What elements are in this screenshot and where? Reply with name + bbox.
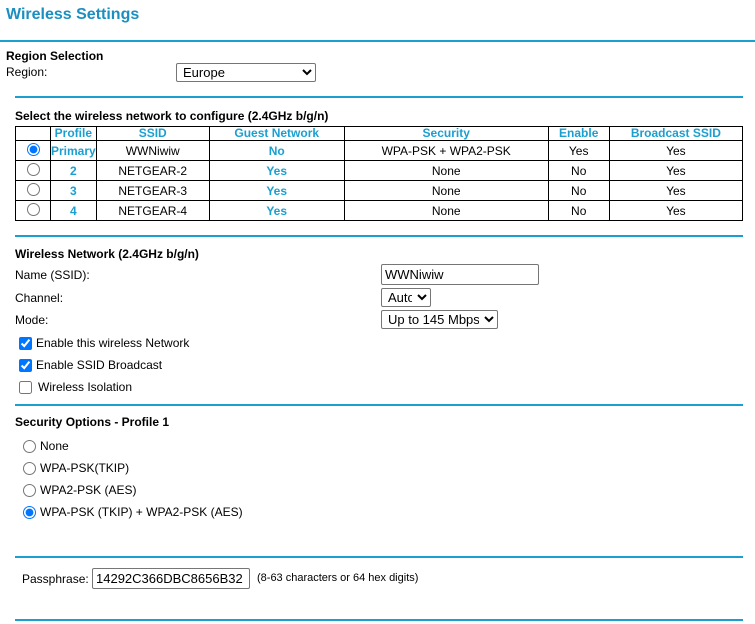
broadcast-cell: Yes: [609, 201, 742, 221]
table-row[interactable]: [16, 201, 743, 221]
divider: [15, 404, 743, 406]
row-select-cell: [16, 141, 51, 161]
enable-cell: Yes: [548, 141, 609, 161]
column-header-guest: Guest Network: [209, 127, 344, 141]
profile-cell: 2: [51, 161, 97, 181]
enable-network-checkbox[interactable]: [19, 337, 32, 350]
ssid-broadcast-row[interactable]: [19, 357, 162, 373]
security-radio-wpa2-aes[interactable]: [23, 484, 36, 497]
table-row[interactable]: [16, 161, 743, 181]
ssid-cell: NETGEAR-3: [96, 181, 209, 201]
passphrase-input[interactable]: [92, 568, 250, 589]
region-heading: Region Selection: [6, 49, 104, 63]
security-radio-none[interactable]: [23, 440, 36, 453]
network-profile-table: [15, 126, 743, 221]
profile-radio-3[interactable]: [27, 183, 40, 196]
column-header-broadcast: Broadcast SSID: [609, 127, 742, 141]
mode-select[interactable]: [381, 310, 498, 329]
column-header-ssid: SSID: [96, 127, 209, 141]
enable-network-label: Enable this wireless Network: [36, 336, 190, 350]
ssid-cell: NETGEAR-4: [96, 201, 209, 221]
guest-cell: Yes: [209, 161, 344, 181]
broadcast-cell: Yes: [609, 181, 742, 201]
mode-label: Mode:: [15, 313, 49, 327]
region-select[interactable]: [176, 63, 316, 82]
enable-cell: No: [548, 201, 609, 221]
divider: [15, 96, 743, 98]
passphrase-label: Passphrase:: [22, 572, 89, 586]
isolation-label: Wireless Isolation: [38, 380, 133, 394]
security-option-wpa2-aes[interactable]: [23, 482, 136, 498]
ssid-cell: NETGEAR-2: [96, 161, 209, 181]
guest-cell: No: [209, 141, 344, 161]
broadcast-cell: Yes: [609, 161, 742, 181]
table-row[interactable]: [16, 141, 743, 161]
channel-select[interactable]: [381, 288, 431, 307]
divider: [15, 556, 743, 558]
ssid-name-label: Name (SSID):: [15, 268, 90, 282]
region-label: Region:: [6, 65, 48, 79]
guest-cell: Yes: [209, 181, 344, 201]
column-header-profile: Profile: [51, 127, 97, 141]
security-option-none[interactable]: [23, 438, 69, 454]
security-radio-mixed[interactable]: [23, 506, 36, 519]
profile-radio-4[interactable]: [27, 203, 40, 216]
security-cell: None: [344, 161, 548, 181]
ssid-cell: WWNiwiw: [96, 141, 209, 161]
channel-label: Channel:: [15, 291, 64, 305]
table-header-row: [16, 127, 743, 141]
divider: [15, 235, 743, 237]
profile-cell: Primary: [51, 141, 97, 161]
wireless-network-heading: Wireless Network (2.4GHz b/g/n): [15, 247, 199, 261]
profile-radio-2[interactable]: [27, 163, 40, 176]
security-heading: Security Options - Profile 1: [15, 415, 170, 429]
column-header-security: Security: [344, 127, 548, 141]
row-select-cell: [16, 201, 51, 221]
profile-cell: 4: [51, 201, 97, 221]
passphrase-hint: (8-63 characters or 64 hex digits): [257, 572, 419, 584]
security-option-label: WPA-PSK (TKIP) + WPA2-PSK (AES): [40, 505, 243, 519]
table-row[interactable]: [16, 181, 743, 201]
security-cell: WPA-PSK + WPA2-PSK: [344, 141, 548, 161]
network-select-heading: Select the wireless network to configure (2.4GHz b/g/n): [15, 109, 329, 123]
row-select-cell: [16, 181, 51, 201]
security-cell: None: [344, 181, 548, 201]
profile-cell: 3: [51, 181, 97, 201]
security-cell: None: [344, 201, 548, 221]
divider: [15, 619, 743, 621]
security-option-label: None: [40, 439, 69, 453]
ssid-broadcast-checkbox[interactable]: [19, 359, 32, 372]
security-option-label: WPA2-PSK (AES): [40, 483, 137, 497]
security-option-mixed[interactable]: [23, 504, 243, 520]
isolation-row[interactable]: [19, 379, 132, 395]
ssid-broadcast-label: Enable SSID Broadcast: [36, 358, 163, 372]
enable-network-row[interactable]: [19, 335, 189, 351]
column-header-select: [16, 127, 51, 141]
ssid-name-input[interactable]: [381, 264, 539, 285]
security-radio-wpa-tkip[interactable]: [23, 462, 36, 475]
profile-radio-primary[interactable]: [27, 143, 40, 156]
security-option-label: WPA-PSK(TKIP): [40, 461, 130, 475]
page-title: Wireless Settings: [6, 6, 140, 23]
column-header-enable: Enable: [548, 127, 609, 141]
enable-cell: No: [548, 161, 609, 181]
isolation-checkbox[interactable]: [19, 381, 32, 394]
security-option-wpa-tkip[interactable]: [23, 460, 129, 476]
divider: [0, 40, 755, 42]
broadcast-cell: Yes: [609, 141, 742, 161]
enable-cell: No: [548, 181, 609, 201]
guest-cell: Yes: [209, 201, 344, 221]
row-select-cell: [16, 161, 51, 181]
